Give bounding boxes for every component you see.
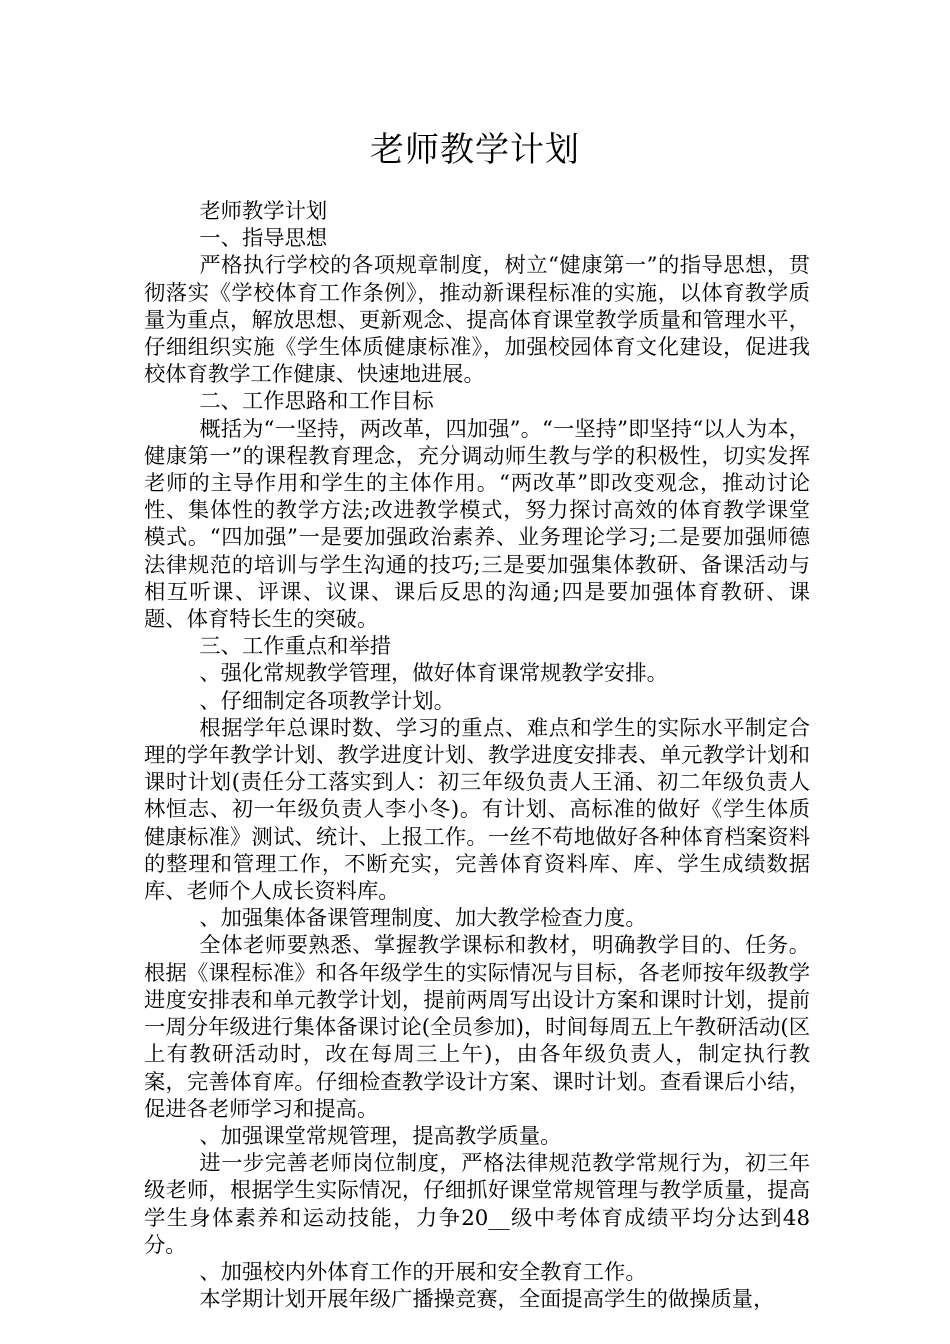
paragraph: 概括为“一坚持，两改革，四加强”。“一坚持”即坚持“以人为本，健康第一”的课程教育理念，充分调动师生教与学的积极性，切实发挥老师的主导作用和学生的主体作用。“两改革”即改变观念，推动讨论性、集体性的教学方法;改进教学模式，努力探讨高效的体育教学课堂模式。“四加强”一是要加强政治素养、业务理论学习;二是要加强师德法律规范的培训与学生沟通的技巧;三是要加强集体教研、备课活动与相互听课、评课、议课、课后反思的沟通;四是要加强体育教研、课题、体育特长生的突破。 bbox=[144, 416, 810, 633]
subtitle-line: 老师教学计划 bbox=[199, 199, 328, 224]
paragraph: 全体老师要熟悉、掌握教学课标和教材，明确教学目的、任务。根据《课程标准》和各年级学生的实际情况与目标，各老师按年级教学进度安排表和单元教学计划，提前两周写出设计方案和课时计划，提前一周分年级进行集体备课讨论(全员参加)，时间每周五上午教研活动(区上有教研活动时，改在每周三上午)，由各年级负责人，制定执行教案，完善体育库。仔细检查教学设计方案、课时计划。查看课后小结，促进各老师学习和提高。 bbox=[144, 933, 810, 1122]
list-item-heading: 、强化常规教学管理，做好体育课常规教学安排。 bbox=[199, 661, 668, 687]
list-item-heading: 、加强课堂常规管理，提高教学质量。 bbox=[199, 1123, 562, 1149]
paragraph: 根据学年总课时数、学习的重点、难点和学生的实际水平制定合理的学年教学计划、教学进度计划、教学进度安排表、单元教学计划和课时计划(责任分工落实到人：初三年级负责人王涌、初二年级负责人林恒志、初一年级负责人李小冬)。有计划、高标准的做好《学生体质健康标准》测试、统计、上报工作。一丝不苟地做好各种体育档案资料的整理和管理工作，不断充实，完善体育资料库、库、学生成绩数据库、老师个人成长资料库。 bbox=[144, 715, 810, 905]
paragraph: 严格执行学校的各项规章制度，树立“健康第一”的指导思想，贯彻落实《学校体育工作条例》，推动新课程标准的实施，以体育教学质量为重点，解放思想、更新观念、提高体育课堂教学质量和管理水平，仔细组织实施《学生体质健康标准》，加强校园体育文化建设，促进我校体育教学工作健康、快速地进展。 bbox=[144, 253, 810, 388]
paragraph: 本学期计划开展年级广播操竞赛，全面提高学生的做操质量， bbox=[199, 1287, 775, 1313]
section-heading: 三、工作重点和举措 bbox=[199, 634, 392, 660]
section-heading: 二、工作思路和工作目标 bbox=[199, 389, 434, 415]
list-item-heading: 、加强校内外体育工作的开展和安全教育工作。 bbox=[199, 1259, 647, 1285]
list-item-heading: 、仔细制定各项教学计划。 bbox=[199, 688, 455, 714]
section-heading: 一、指导思想 bbox=[199, 226, 328, 252]
paragraph: 进一步完善老师岗位制度，严格法律规范教学常规行为，初三年级老师，根据学生实际情况，仔细抓好课堂常规管理与教学质量，提高学生身体素养和运动技能，力争20__级中考体育成绩平均分达到48分。 bbox=[144, 1151, 810, 1258]
document-title: 老师教学计划 bbox=[370, 130, 580, 170]
list-item-heading: 、加强集体备课管理制度、加大教学检查力度。 bbox=[199, 906, 647, 932]
document-body bbox=[144, 198, 810, 1313]
